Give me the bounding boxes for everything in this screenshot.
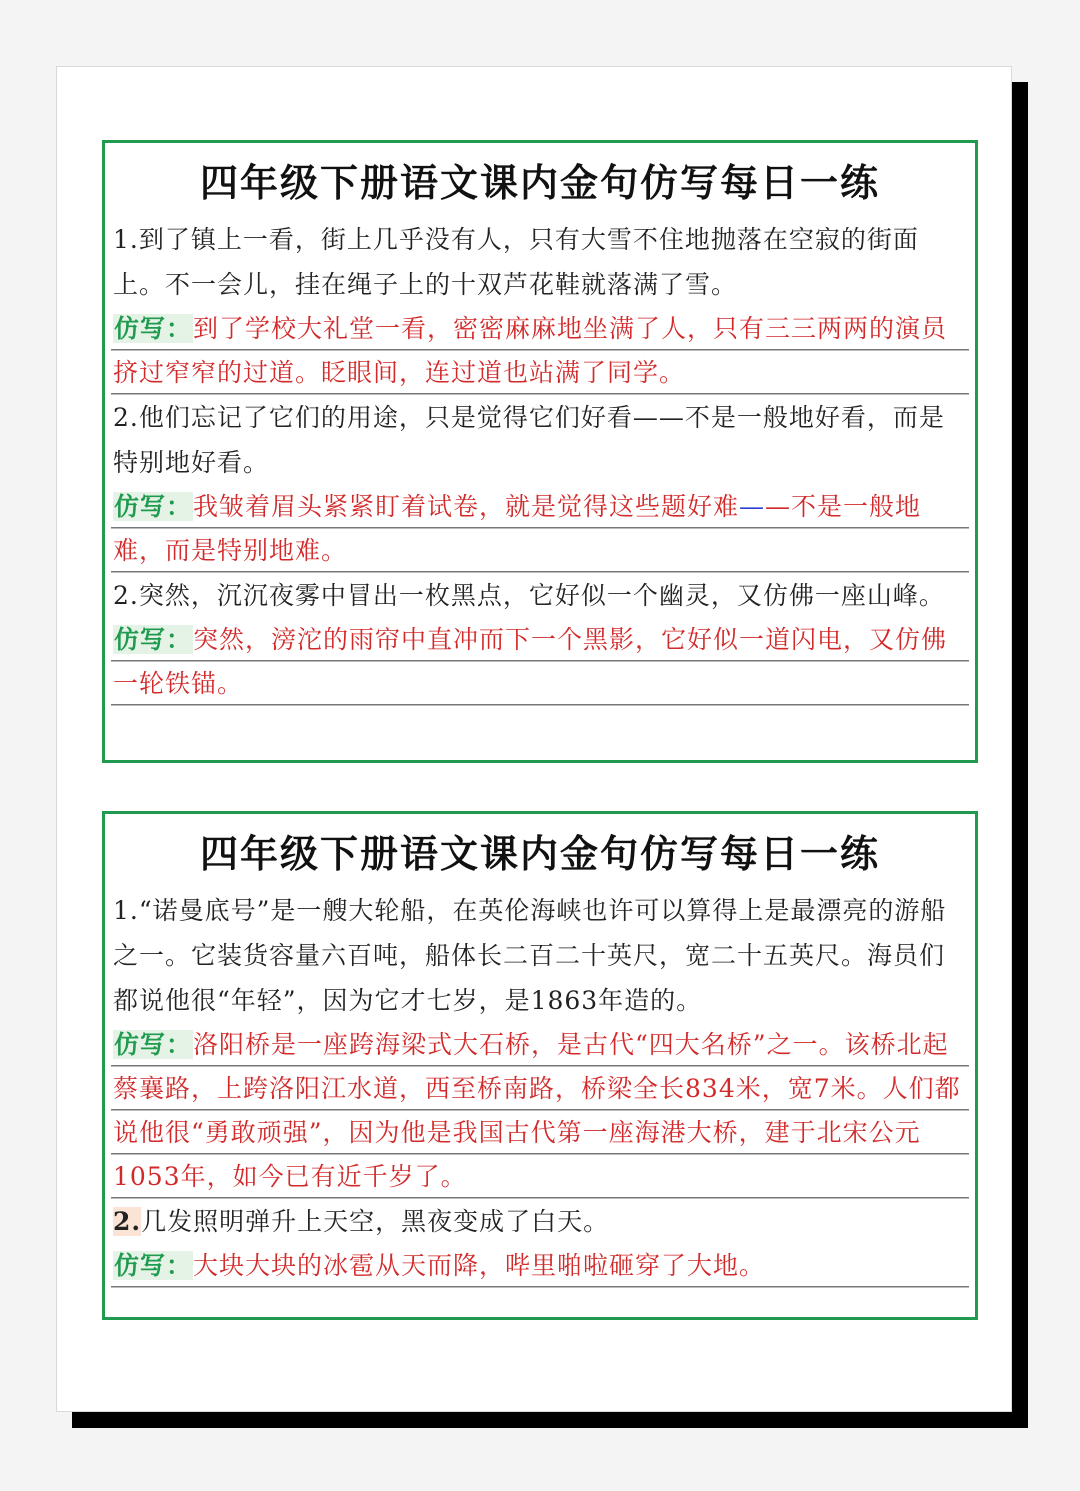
original-text: 几发照明弹升上天空，黑夜变成了白天。 <box>141 1207 610 1236</box>
imitation-sentence <box>111 618 969 706</box>
imitation-sentence <box>111 1023 969 1199</box>
card-title: 四年级下册语文课内金句仿写每日一练 <box>199 160 880 205</box>
imitation-text: 洛阳桥是一座跨海梁式大石桥，是古代“四大名桥”之一。该桥北起蔡襄路，上跨洛阳江水道，西至桥南路，桥梁全长834米，宽7米。人们都说他很“勇敢顽强”，因为他是我国古代第一座海港大桥，建于北宋公元1053年，如今已有近千岁了。 <box>113 1030 961 1191</box>
imitation-sentence <box>111 485 969 573</box>
original-sentence: 2.突然，沉沉夜雾中冒出一枚黑点，它好似一个幽灵，又仿佛一座山峰。 <box>113 581 945 610</box>
original-sentence <box>111 1199 969 1244</box>
imitation-tag: 仿写： <box>114 1030 193 1059</box>
imitation-text: 到了学校大礼堂一看，密密麻麻地坐满了人，只有三三两两的演员挤过窄窄的过道。眨眼间，连过道也站满了同学。 <box>113 314 948 387</box>
original-sentence: 1.到了镇上一看，街上几乎没有人，只有大雪不住地抛落在空寂的街面上。不一会儿，挂在绳子上的十双芦花鞋就落满了雪。 <box>113 225 919 299</box>
imitation-tag: 仿写： <box>114 314 193 343</box>
imitation-tag: 仿写： <box>114 625 193 654</box>
original-sentence: 1.“诺曼底号”是一艘大轮船，在英伦海峡也许可以算得上是最漂亮的游船之一。它装货容量六百吨，船体长二百二十英尺，宽二十五英尺。海员们都说他很“年轻”，因为它才七岁，是1863年造的。 <box>113 896 947 1015</box>
imitation-tag: 仿写： <box>114 492 193 521</box>
imitation-sentence <box>111 307 969 395</box>
exercise-card-2 <box>102 811 978 1320</box>
card-title: 四年级下册语文课内金句仿写每日一练 <box>199 831 880 876</box>
imitation-text: —不是一般地难，而是特别地难。 <box>113 492 922 565</box>
imitation-text: 我皱着眉头紧紧盯着试卷，就是觉得这些题好难 <box>193 492 740 521</box>
imitation-tag: 仿写： <box>114 1251 193 1280</box>
imitation-text: 突然，滂沱的雨帘中直冲而下一个黑影，它好似一道闪电，又仿佛一轮铁锚。 <box>113 625 948 698</box>
original-sentence: 2.他们忘记了它们的用途，只是觉得它们好看——不是一般地好看，而是特别地好看。 <box>113 403 945 477</box>
item-number: 2. <box>113 1207 142 1236</box>
imitation-dash: — <box>739 492 766 521</box>
imitation-text: 大块大块的冰雹从天而降，哔里啪啦砸穿了大地。 <box>193 1251 766 1280</box>
exercise-card-1 <box>102 140 978 763</box>
imitation-sentence <box>111 1244 969 1288</box>
